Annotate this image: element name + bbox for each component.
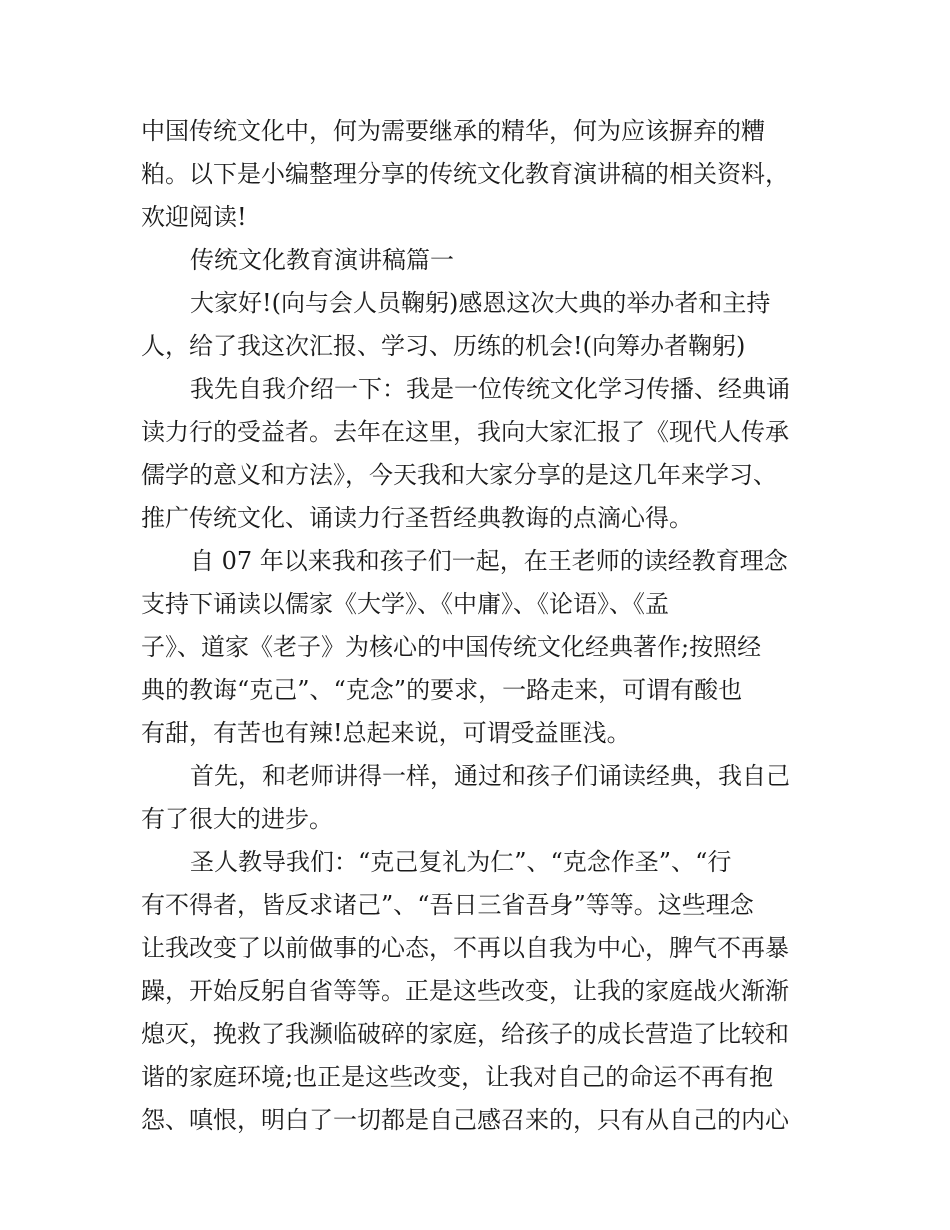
document-body [141, 110, 813, 1142]
text-line: 读力行的受益者。去年在这里，我向大家汇报了《现代人传承 [141, 418, 789, 446]
text-line: 粕。以下是小编整理分享的传统文化教育演讲稿的相关资料， [141, 160, 789, 188]
text-line: 欢迎阅读! [141, 203, 247, 231]
text-line: 我先自我介绍一下：我是一位传统文化学习传播、经典诵 [190, 375, 790, 403]
text-line: 有了很大的进步。 [141, 805, 333, 833]
text-line: 中国传统文化中，何为需要继承的精华，何为应该摒弃的糟 [141, 117, 765, 145]
text-line: 熄灭，挽救了我濒临破碎的家庭，给孩子的成长营造了比较和 [141, 1020, 789, 1048]
text-line: 传统文化教育演讲稿篇一 [190, 246, 454, 274]
text-line: 怨、嗔恨，明白了一切都是自己感召来的，只有从自己的内心 [141, 1106, 789, 1134]
text-line: 让我改变了以前做事的心态，不再以自我为中心，脾气不再暴 [141, 934, 789, 962]
text-line: 躁，开始反躬自省等等。正是这些改变，让我的家庭战火渐渐 [141, 977, 789, 1005]
text-line: 有不得者，皆反求诸己”、“吾日三省吾身”等等。这些理念 [141, 891, 754, 919]
text-line: 大家好!(向与会人员鞠躬)感恩这次大典的举办者和主持 [190, 289, 771, 317]
text-line: 人，给了我这次汇报、学习、历练的机会!(向筹办者鞠躬) [141, 332, 746, 360]
text-line: 谐的家庭环境;也正是这些改变，让我对自己的命运不再有抱 [141, 1063, 774, 1091]
text-line: 有甜，有苦也有辣!总起来说，可谓受益匪浅。 [141, 719, 631, 747]
text-line: 自 07 年以来我和孩子们一起，在王老师的读经教育理念 [190, 547, 788, 575]
text-line: 支持下诵读以儒家《大学》、《中庸》、《论语》、《孟 [141, 590, 669, 618]
text-line: 首先，和老师讲得一样，通过和孩子们诵读经典，我自己 [190, 762, 790, 790]
text-line: 推广传统文化、诵读力行圣哲经典教诲的点滴心得。 [141, 504, 693, 532]
text-line: 圣人教导我们：“克己复礼为仁”、“克念作圣”、“行 [190, 848, 732, 876]
text-line: 子》、道家《老子》为核心的中国传统文化经典著作;按照经 [141, 633, 762, 661]
text-line: 儒学的意义和方法》，今天我和大家分享的是这几年来学习、 [141, 461, 777, 489]
text-line: 典的教诲“克己”、“克念”的要求，一路走来，可谓有酸也 [141, 676, 743, 704]
